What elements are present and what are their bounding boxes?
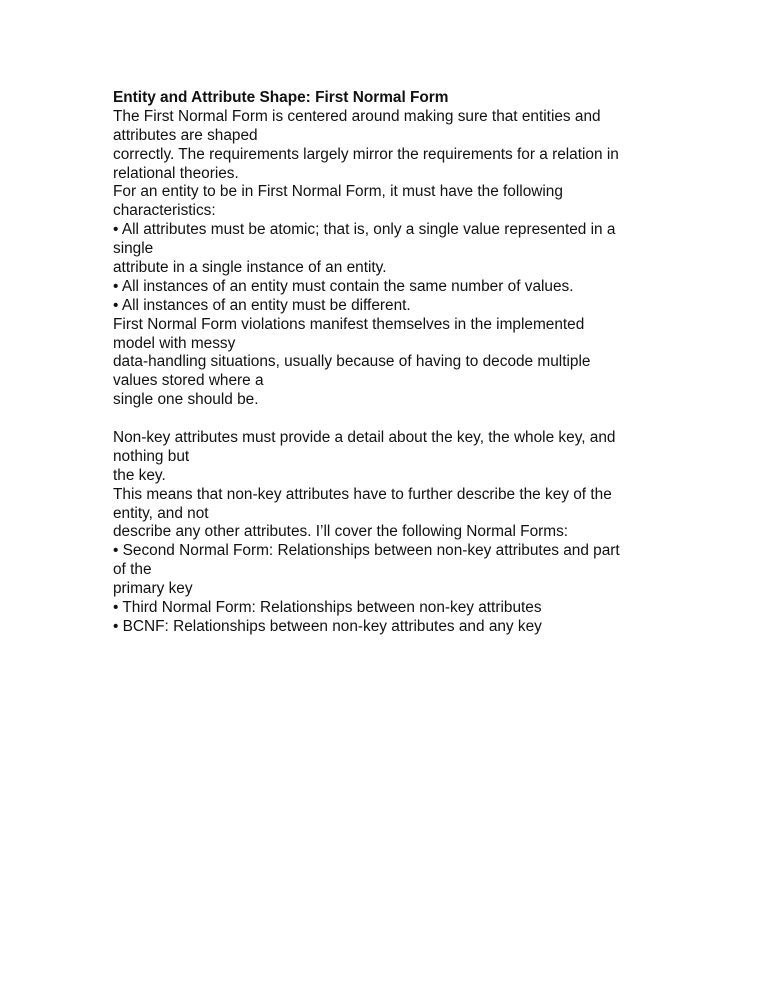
text-line: values stored where a [113,372,264,390]
bullet-line: • All instances of an entity must contain the same number of values. [113,277,574,295]
text-line: data-handling situations, usually because of having to decode multiple [113,353,591,371]
bullet-line: • Second Normal Form: Relationships between non-key attributes and part [113,542,620,560]
text-line: Non-key attributes must provide a detail about the key, the whole key, and [113,429,616,447]
document-body [113,89,658,637]
text-line: For an entity to be in First Normal Form, it must have the following [113,183,563,201]
text-line: primary key [113,580,193,598]
text-line: First Normal Form violations manifest themselves in the implemented [113,315,585,333]
text-line: attribute in a single instance of an entity. [113,259,387,277]
text-line: model with messy [113,334,236,352]
bullet-line: • Third Normal Form: Relationships between non-key attributes [113,599,542,617]
text-line: characteristics: [113,202,216,220]
text-line: single one should be. [113,391,259,409]
text-line: attributes are shaped [113,126,258,144]
text-line: relational theories. [113,164,239,182]
text-line: entity, and not [113,504,209,522]
bullet-line: • All attributes must be atomic; that is, only a single value represented in a [113,221,616,239]
bullet-line: • All instances of an entity must be different. [113,296,411,314]
text-line: of the [113,561,152,579]
text-line: The First Normal Form is centered around making sure that entities and [113,107,601,125]
bullet-line: • BCNF: Relationships between non-key attributes and any key [113,617,542,635]
blank-line [113,410,658,429]
text-line: the key. [113,466,166,484]
text-line: describe any other attributes. I’ll cover the following Normal Forms: [113,523,569,541]
text-line: This means that non-key attributes have to further describe the key of the [113,485,612,503]
text-line: nothing but [113,447,190,465]
text-line: single [113,240,154,258]
document-title: Entity and Attribute Shape: First Normal Form [113,89,449,106]
text-line: correctly. The requirements largely mirror the requirements for a relation in [113,145,619,163]
